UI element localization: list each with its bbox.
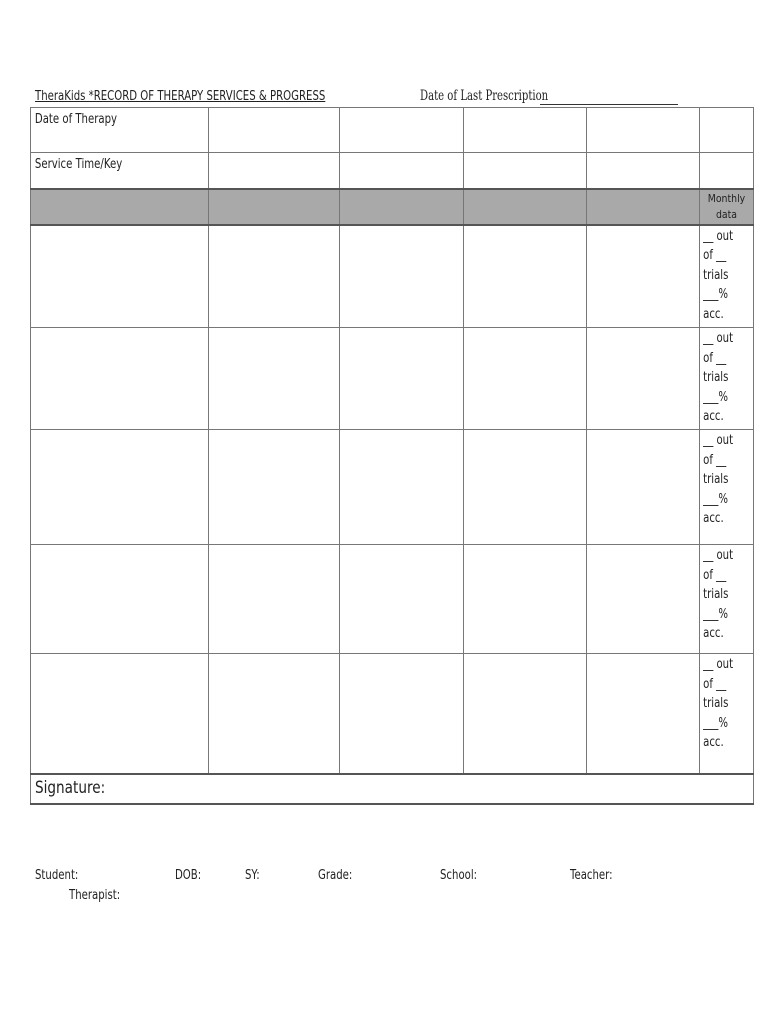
trials-line: of __ [703, 452, 727, 468]
trials-line: __ out [703, 228, 734, 244]
trials-line: __ out [703, 657, 734, 672]
band-cell [340, 189, 464, 225]
trials-line: acc. [703, 306, 724, 322]
entry-cell[interactable] [340, 654, 464, 774]
service-time-label: Service Time/Key [34, 157, 123, 172]
service-time-cell[interactable] [209, 153, 340, 189]
date-cell[interactable] [464, 108, 587, 153]
entry-cell[interactable] [340, 328, 464, 430]
entry-cell[interactable] [587, 328, 700, 430]
trials-line: acc. [703, 511, 724, 526]
grade-label: Grade: [318, 868, 353, 883]
trials-cell[interactable] [700, 654, 754, 774]
teacher-label: Teacher: [570, 868, 613, 883]
trials-line: trials [703, 472, 729, 487]
school-label: School: [440, 868, 478, 883]
trials-line: __ out [703, 433, 734, 448]
band-cell [464, 189, 587, 225]
signature-cell[interactable] [31, 774, 754, 804]
entry-cell[interactable] [209, 654, 340, 774]
service-time-cell[interactable] [464, 153, 587, 189]
trials-line: __ out [703, 331, 734, 346]
trials-line: __ out [703, 548, 734, 563]
form-title: TheraKids *RECORD OF THERAPY SERVICES & PROGRESS [35, 89, 326, 104]
service-time-row [31, 153, 754, 189]
date-cell[interactable] [700, 108, 754, 153]
entry-cell[interactable] [464, 545, 587, 654]
goal-cell[interactable] [31, 654, 209, 774]
trials-text [700, 430, 741, 529]
trials-text [700, 328, 741, 427]
band-cell [31, 189, 209, 225]
trials-cell[interactable] [700, 430, 754, 545]
entry-cell[interactable] [209, 545, 340, 654]
trials-line: acc. [703, 735, 724, 750]
entry-cell[interactable] [209, 225, 340, 328]
goal-cell[interactable] [31, 430, 209, 545]
trials-line: trials [703, 370, 729, 385]
trials-line: trials [703, 696, 729, 711]
trials-cell[interactable] [700, 328, 754, 430]
trials-cell[interactable] [700, 225, 754, 328]
sy-label: SY: [245, 868, 260, 883]
trials-line: trials [703, 587, 729, 602]
entry-cell[interactable] [464, 430, 587, 545]
service-time-label-cell [31, 153, 209, 189]
trials-text [700, 545, 741, 644]
therapist-label: Therapist: [69, 888, 121, 903]
signature-label: Signature: [35, 777, 106, 798]
date-cell[interactable] [209, 108, 340, 153]
trials-cell[interactable] [700, 545, 754, 654]
entry-cell[interactable] [587, 654, 700, 774]
entry-cell[interactable] [340, 545, 464, 654]
service-time-cell[interactable] [587, 153, 700, 189]
prescription-date-label: Date of Last Prescription [420, 88, 549, 104]
trials-line: acc. [703, 626, 724, 641]
trials-line: acc. [703, 409, 724, 424]
band-cell [209, 189, 340, 225]
date-of-therapy-row [31, 108, 754, 153]
goal-row [31, 328, 754, 430]
entry-cell[interactable] [464, 225, 587, 328]
trials-text [700, 226, 741, 325]
entry-cell[interactable] [340, 430, 464, 545]
trials-line: of __ [703, 350, 727, 366]
entry-cell[interactable] [464, 328, 587, 430]
student-label: Student: [35, 868, 79, 883]
dob-label: DOB: [175, 868, 202, 883]
trials-text [700, 654, 741, 753]
therapy-record-table [30, 107, 754, 805]
trials-line: ___% [703, 389, 728, 405]
trials-line: ___% [703, 491, 728, 507]
band-cell [587, 189, 700, 225]
trials-line: trials [703, 267, 729, 283]
trials-line: ___% [703, 606, 728, 622]
entry-cell[interactable] [587, 430, 700, 545]
monthly-data-cell [700, 189, 754, 225]
goal-row [31, 225, 754, 328]
header-band-row [31, 189, 754, 225]
trials-line: of __ [703, 567, 727, 583]
trials-line: of __ [703, 248, 727, 263]
date-of-therapy-label-cell [31, 108, 209, 153]
entry-cell[interactable] [340, 225, 464, 328]
date-of-therapy-label: Date of Therapy [34, 112, 118, 127]
date-cell[interactable] [340, 108, 464, 153]
signature-row [31, 774, 754, 804]
trials-line: ___% [703, 287, 728, 302]
entry-cell[interactable] [464, 654, 587, 774]
date-cell[interactable] [587, 108, 700, 153]
service-time-cell[interactable] [340, 153, 464, 189]
goal-row [31, 430, 754, 545]
goal-cell[interactable] [31, 545, 209, 654]
service-time-cell[interactable] [700, 153, 754, 189]
trials-line: ___% [703, 715, 728, 731]
goal-row [31, 545, 754, 654]
prescription-date-line[interactable] [540, 104, 678, 105]
trials-line: of __ [703, 676, 727, 692]
goal-cell[interactable] [31, 328, 209, 430]
entry-cell[interactable] [587, 225, 700, 328]
entry-cell[interactable] [209, 328, 340, 430]
goal-row [31, 654, 754, 774]
entry-cell[interactable] [587, 545, 700, 654]
goal-cell[interactable] [31, 225, 209, 328]
entry-cell[interactable] [209, 430, 340, 545]
monthly-data-label: Monthly data [707, 191, 746, 221]
